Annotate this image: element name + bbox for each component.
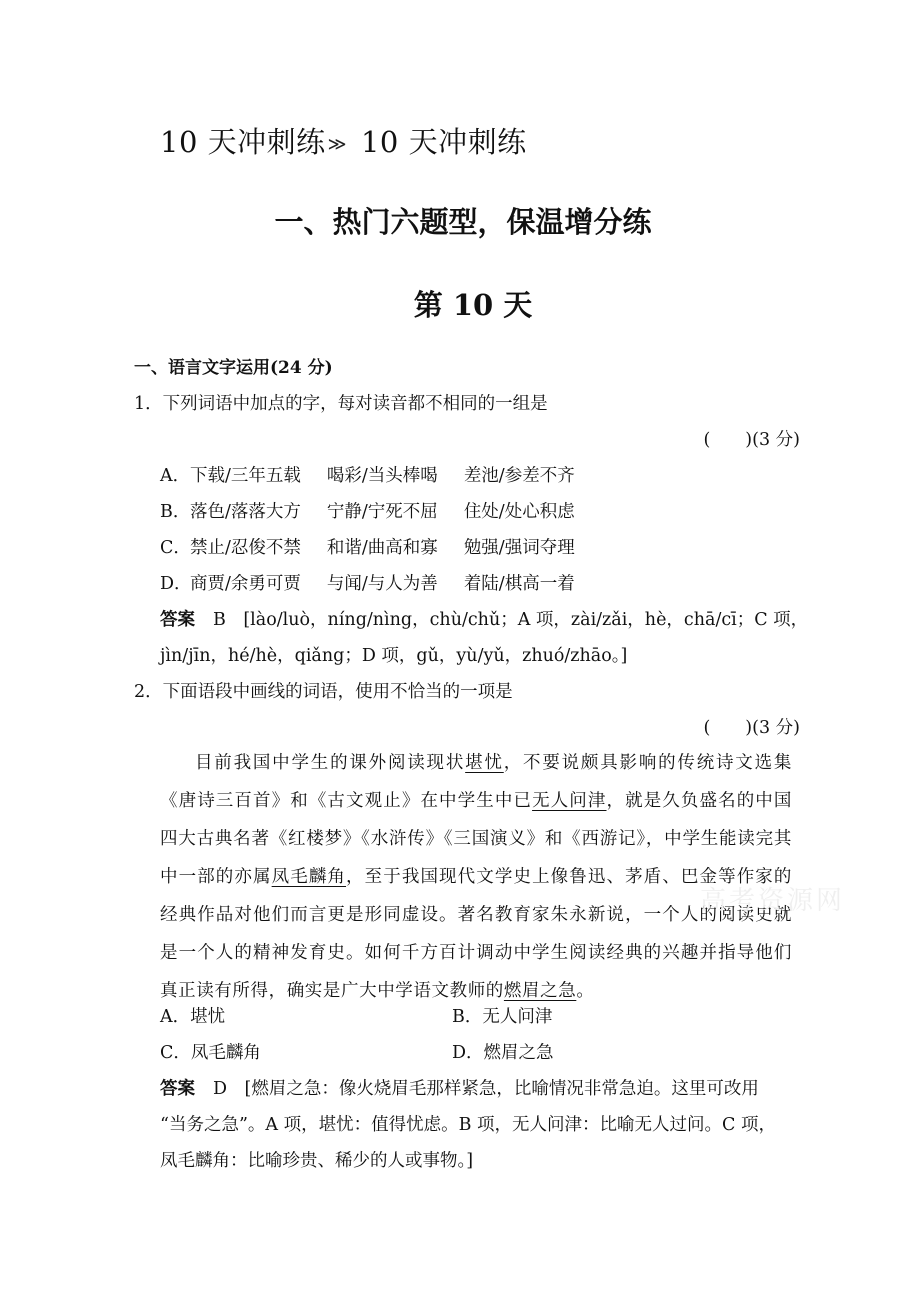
option-letter: B． <box>160 502 191 522</box>
underlined-term: 无人问津 <box>532 791 607 811</box>
option-word: 勉强/强词夺理 <box>463 538 575 558</box>
q1-option-a <box>160 464 601 488</box>
underlined-term: 堪忧 <box>465 753 504 773</box>
option-word: 着陆/棋高一着 <box>463 574 575 594</box>
option-word: 住处/处心积虑 <box>463 502 575 522</box>
q2-stem: 2．下面语段中画线的词语，使用不恰当的一项是 <box>134 682 513 702</box>
header-right-label: 10 天冲刺练 <box>360 125 527 159</box>
chevron-right-icon: ≫ <box>327 133 347 155</box>
q2-passage <box>160 744 792 1010</box>
watermark: 高考资源网 <box>700 886 846 916</box>
answer-text: D [燃眉之急：像火烧眉毛那样紧急，比喻情况非常急迫。这里可改用 <box>213 1079 759 1099</box>
q1-option-b <box>160 500 601 524</box>
q2-answer-cont-1: “当务之急”。A 项，堪忧：值得忧虑。B 项，无人问津：比喻无人过问。C 项， <box>160 1115 776 1135</box>
q1-option-c <box>160 536 601 560</box>
q2-score: ( )(3 分) <box>703 718 800 738</box>
option-word: 和谐/曲高和寡 <box>326 538 438 558</box>
q2-answer <box>160 1077 759 1101</box>
q1-answer <box>160 608 808 632</box>
passage-text: 。 <box>576 981 595 1001</box>
passage-text: 目前我国中学生的课外阅读现状 <box>195 753 466 773</box>
passage-text: ，至于我国现代文学史上像鲁迅、茅盾、巴金等作家的经典作品对他们而言更是形同虚设。著名教育家朱永新说，一个人的阅读史就是一个人的精神发育史。如何千方百计调动中学生阅读经典的兴趣并指导他们真正读有所得，确实是广大中学语文教师的 <box>160 867 792 1001</box>
answer-label: 答案 <box>160 610 195 630</box>
q2-option-b: B．无人问津 <box>452 1007 553 1027</box>
option-letter: C． <box>160 538 191 558</box>
page-title-text: 一、热门六题型，保温增分练 <box>274 205 652 239</box>
option-letter: A． <box>160 466 191 486</box>
q2-answer-cont-2: 凤毛麟角：比喻珍贵、稀少的人或事物。] <box>160 1151 474 1171</box>
passage-text: ，不要说颇具影响的传统诗文选集《唐诗三百首》和《古文观止》在中学生中已 <box>160 753 792 811</box>
q2-option-a: A．堪忧 <box>160 1007 226 1027</box>
header-left-label: 10 天冲刺练 <box>160 125 326 159</box>
option-word: 差池/参差不齐 <box>463 466 575 486</box>
section-heading: 一、语言文字运用(24 分) <box>134 358 333 378</box>
header <box>160 120 527 161</box>
q2-option-c: C．凤毛麟角 <box>160 1043 261 1063</box>
answer-label: 答案 <box>160 1079 195 1099</box>
q1-score: ( )(3 分) <box>703 430 800 450</box>
day-title-text: 第 10 天 <box>413 288 533 322</box>
underlined-term: 凤毛麟角 <box>271 867 347 887</box>
option-letter: D． <box>160 574 192 594</box>
passage-text: ，就是久负盛名的中国四大古典名著《红楼梦》《水浒传》《三国演义》和《西游记》，中学生能读完其中一部的亦属 <box>160 791 793 887</box>
option-word: 落色/落落大方 <box>190 502 301 522</box>
option-word: 禁止/忍俊不禁 <box>190 538 301 558</box>
day-title <box>0 283 920 324</box>
underlined-term: 燃眉之急 <box>503 981 577 1001</box>
q1-stem: 1．下列词语中加点的字，每对读音都不相同的一组是 <box>134 394 548 414</box>
answer-text: B [lào/luò，níng/nìng，chù/chǔ；A 项，zài/zǎi，hè，chā/cī；C 项， <box>213 610 809 630</box>
q1-option-d <box>160 572 601 596</box>
page-title <box>0 200 920 241</box>
q2-option-d: D．燃眉之急 <box>452 1043 554 1063</box>
option-word: 商贾/余勇可贾 <box>190 574 301 594</box>
option-word: 宁静/宁死不屈 <box>326 502 438 522</box>
option-word: 下载/三年五载 <box>190 466 301 486</box>
option-word: 喝彩/当头棒喝 <box>326 466 438 486</box>
option-word: 与闻/与人为善 <box>326 574 438 594</box>
q1-answer-cont: jìn/jīn，hé/hè，qiǎng；D 项，gǔ，yù/yǔ，zhuó/zhāo。] <box>160 646 628 666</box>
